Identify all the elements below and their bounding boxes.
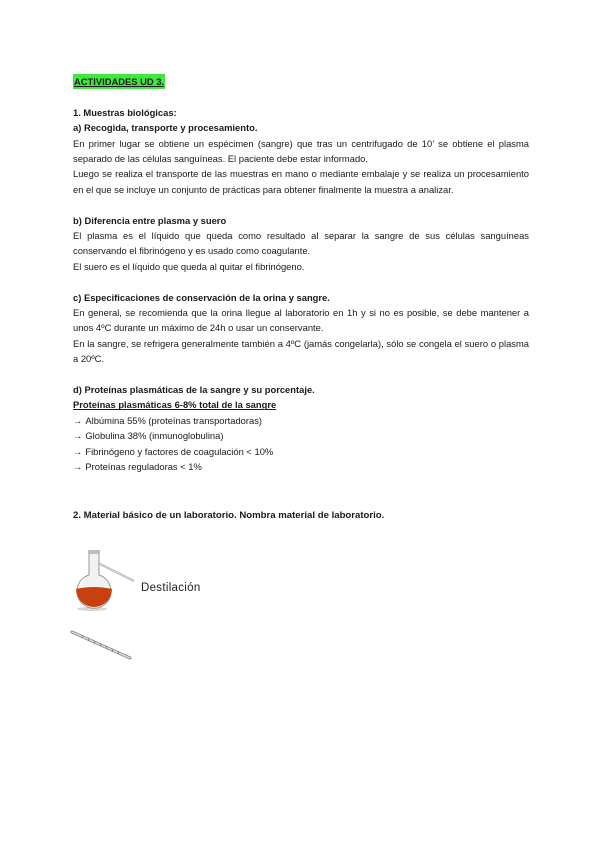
protein-list-item: → Fibrinógeno y factores de coagulación < 10%	[73, 445, 274, 457]
section-1b-paragraph-2: El suero es el líquido que queda al quitar el fibrinógeno.	[73, 260, 305, 272]
document-title: ACTIVIDADES UD 3.	[73, 74, 165, 89]
section-1b-heading: b) Diferencia entre plasma y suero	[73, 214, 227, 226]
distillation-label: Destilación	[141, 582, 201, 594]
arrow-icon: →	[73, 461, 83, 473]
section-1a-paragraph-2: Luego se realiza el transporte de las muestras en mano o mediante embalaje y se realiza un procesamiento en el que se incluye un conjunto de prácticas para obtener finalmente la muestra a analizar.	[73, 168, 529, 195]
section-1d-heading: d) Proteínas plasmáticas de la sangre y su porcentaje.	[73, 384, 315, 396]
protein-list-item: → Globulina 38% (inmunoglobulina)	[73, 430, 224, 442]
section-1-heading: 1. Muestras biológicas:	[73, 106, 177, 118]
section-1a-heading: a) Recogida, transporte y procesamiento.	[73, 122, 258, 134]
section-1b-paragraph-1: El plasma es el líquido que queda como resultado al separar la sangre de sus células sanguíneas conservando el fibrinógeno y es usado como coagulante.	[73, 230, 529, 257]
protein-list-item: → Proteínas reguladoras < 1%	[73, 461, 202, 473]
section-1d-subheading: Proteínas plasmáticas 6-8% total de la sangre	[73, 399, 277, 411]
section-1c-heading: c) Especificaciones de conservación de la orina y sangre.	[73, 291, 330, 303]
pipette-icon	[70, 624, 132, 664]
section-2-heading: 2. Material básico de un laboratorio. Nombra material de laboratorio.	[73, 510, 385, 521]
distillation-flask-icon	[70, 545, 140, 613]
arrow-icon: →	[73, 445, 83, 457]
section-1a-paragraph-1: En primer lugar se obtiene un espécimen (sangre) que tras un centrifugado de 10’ se obtiene el plasma separado de las células sanguíneas. El paciente debe estar informado.	[73, 137, 529, 165]
document-body	[73, 74, 529, 475]
arrow-icon: →	[73, 430, 83, 442]
section-1c-paragraph-2: En la sangre, se refrigera generalmente también a 4ºC (jamás congelarla), sólo se congela el suero o plasma a 20ºC.	[73, 337, 529, 365]
arrow-icon: →	[73, 414, 83, 426]
section-1c-paragraph-1: En general, se recomienda que la orina llegue al laboratorio en 1h y si no es posible, se debe mantener a unos 4ºC durante un máximo de 24h o usar un conservante.	[73, 307, 529, 334]
protein-list-item: → Albúmina 55% (proteínas transportadoras)	[73, 414, 263, 426]
